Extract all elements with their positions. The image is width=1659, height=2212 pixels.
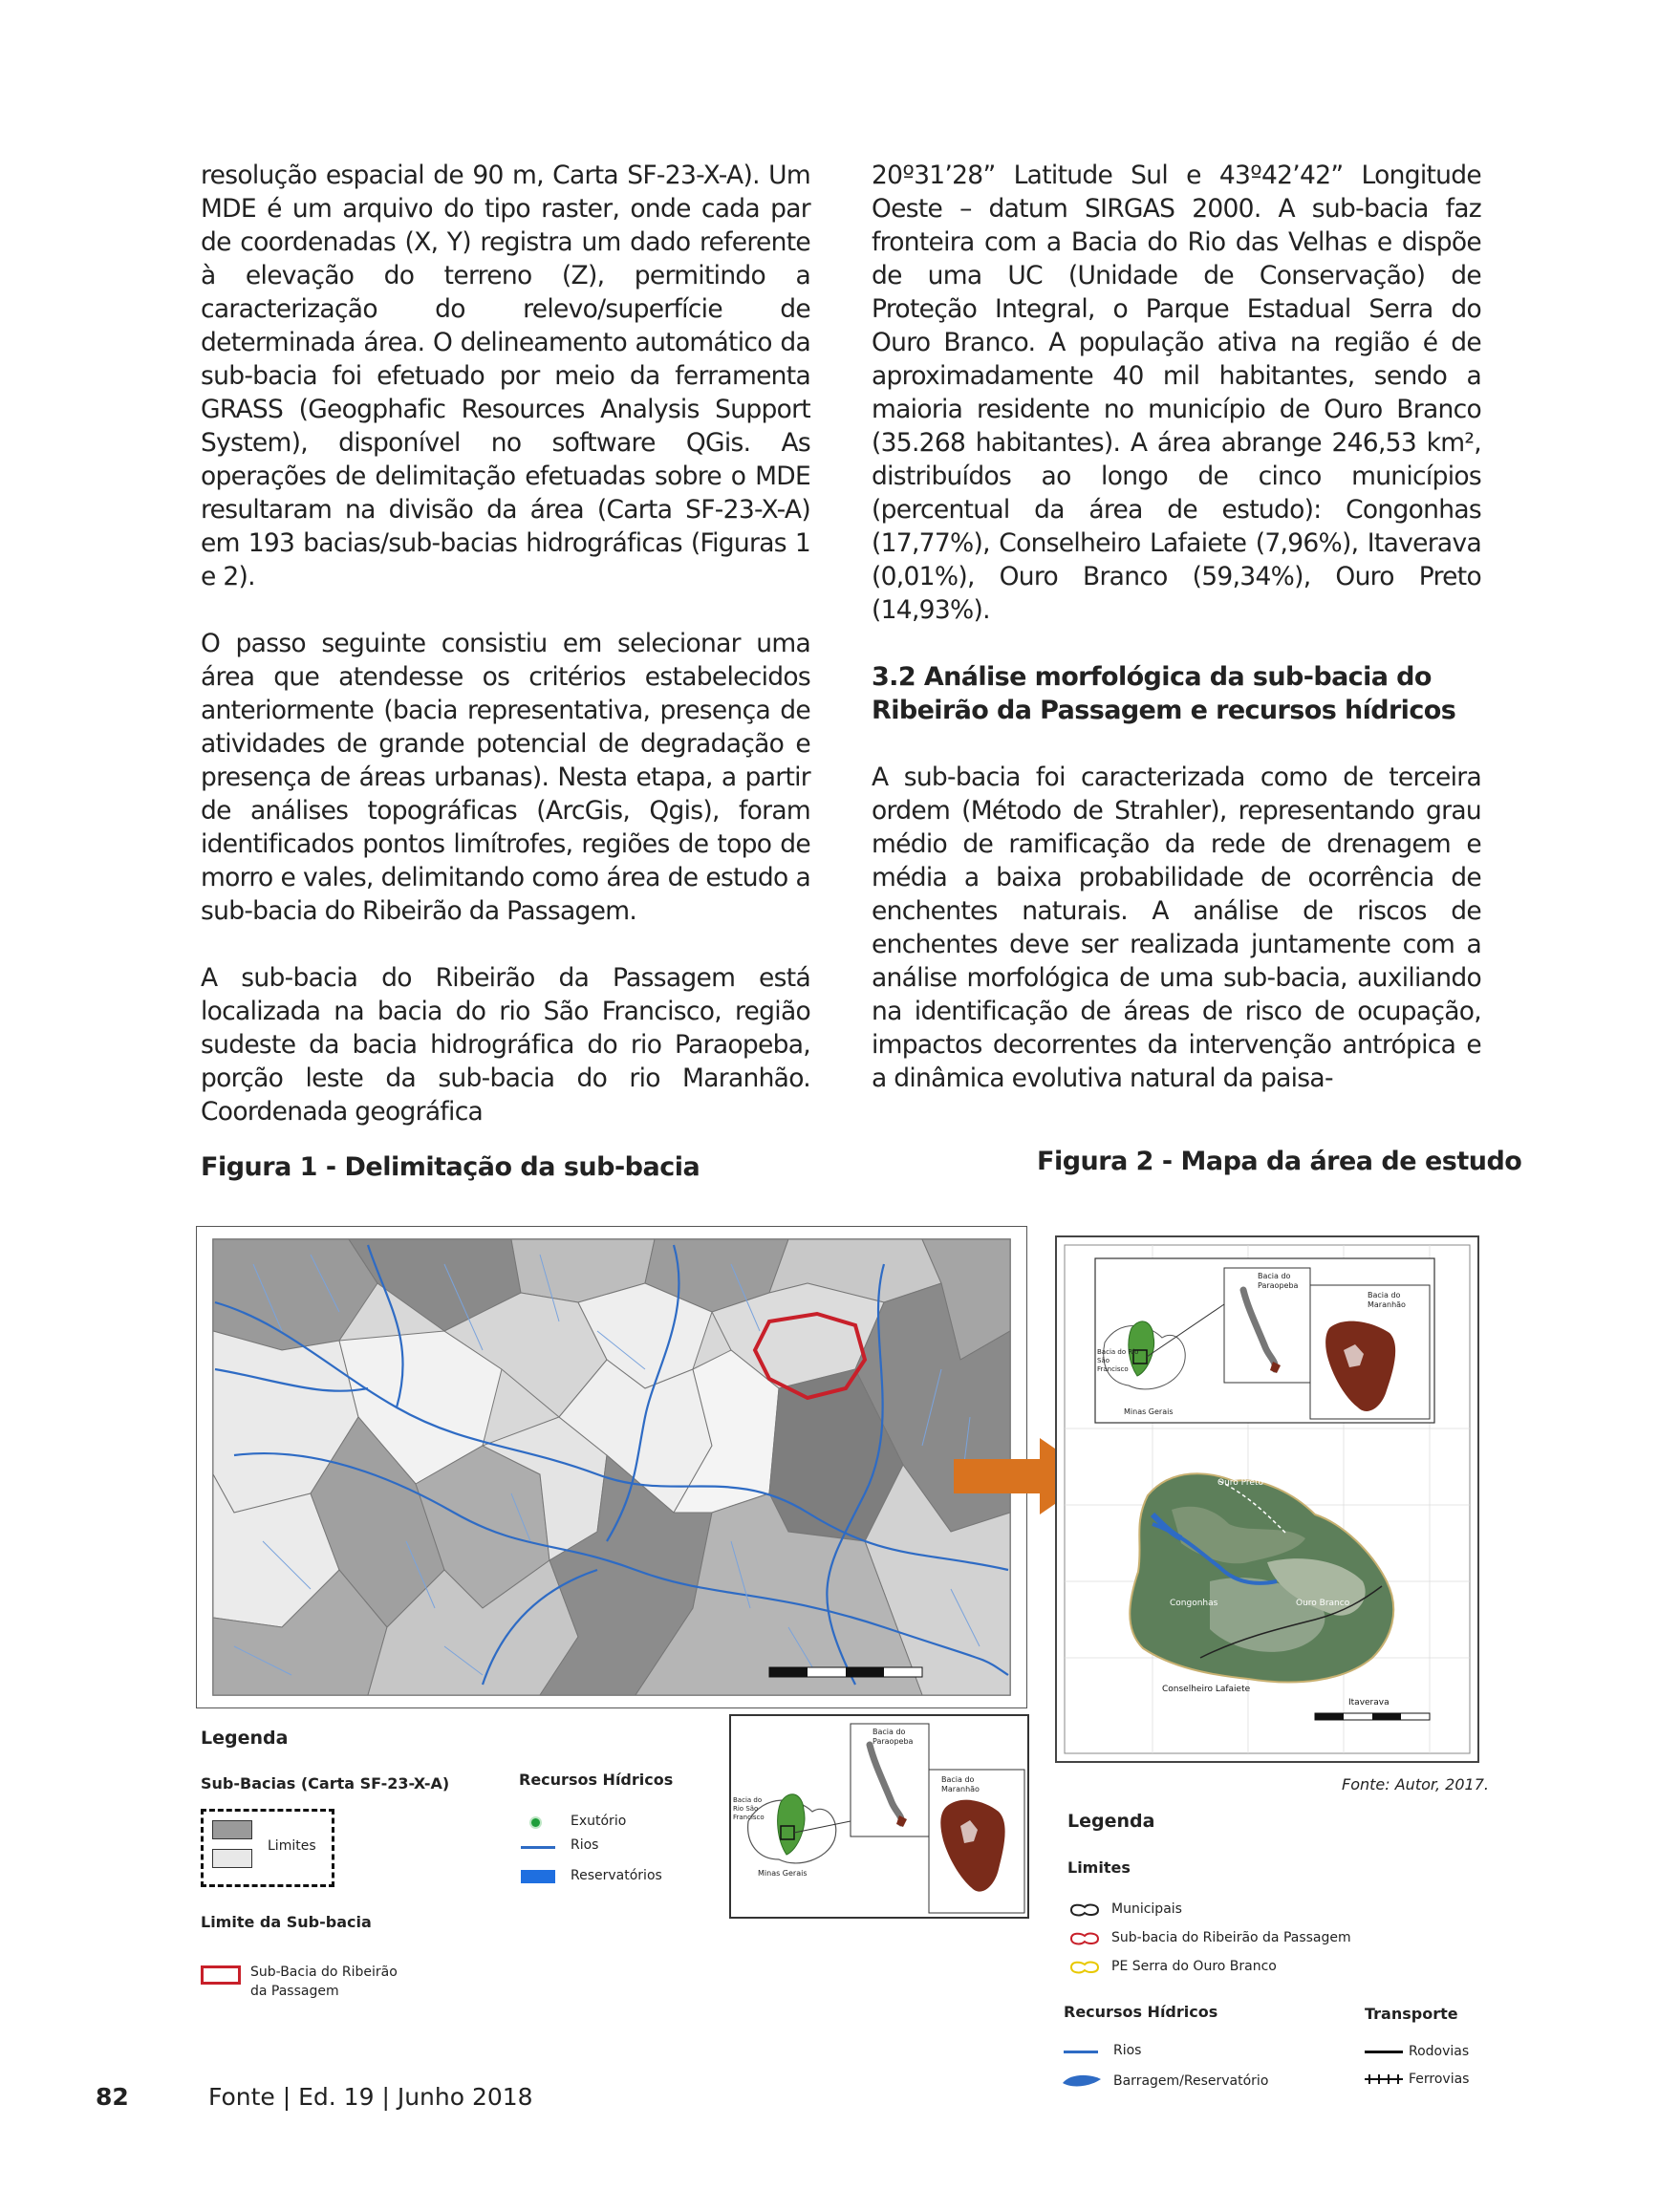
fig2-rios-label: Rios bbox=[1113, 2043, 1142, 2058]
subbacia-passagem-label: Sub-bacia do Ribeirão da Passagem bbox=[1111, 1930, 1351, 1945]
figure-2-source: Fonte: Autor, 2017. bbox=[1342, 1775, 1489, 1793]
paragraph: O passo seguinte consistiu em selecionar uma área que atendesse os critérios estabelecidos anteriormente (bacia representativa, presença de atividades de grande potencial de degradação e presença de áreas urbanas). Nesta etapa, a partir de análises topográficas (ArcGis, Qgis), foram identificados pontos limítrofes, regiões de topo de morro e vales, delimitando como área de estudo a sub-bacia do Ribeirão da Passagem. bbox=[201, 629, 810, 926]
subbacia-outline-swatch bbox=[201, 1965, 241, 1985]
figure-1-inset-map bbox=[729, 1714, 1029, 1919]
exutorio-label: Exutório bbox=[571, 1814, 627, 1829]
inset-mg-label: Minas Gerais bbox=[758, 1869, 808, 1878]
rios-label: Rios bbox=[571, 1837, 599, 1853]
fig2-inset-sf-label: Bacia do Rio São Francisco bbox=[1097, 1348, 1139, 1373]
right-column bbox=[872, 159, 1481, 1095]
fig2-recursos-title: Recursos Hídricos bbox=[1064, 2003, 1218, 2021]
place-itaverava: Itaverava bbox=[1348, 1698, 1390, 1707]
fig2-inset-paraopeba-label: Bacia do Paraopeba bbox=[1258, 1272, 1299, 1290]
figure-2-map bbox=[1055, 1235, 1479, 1763]
reservoir-icon bbox=[1061, 2072, 1103, 2089]
figure-1-map bbox=[196, 1226, 1027, 1708]
figure-1-title: Figura 1 - Delimitação da sub-bacia bbox=[201, 1152, 700, 1182]
paragraph: A sub-bacia do Ribeirão da Passagem está localizada na bacia do rio São Francisco, região sudeste da bacia hidrográfica do rio Paraopeba, porção leste da sub-bacia do rio Maranhão. Coordenada geográfica bbox=[201, 963, 810, 1127]
inset-paraopeba-label: Bacia do Paraopeba bbox=[873, 1728, 914, 1746]
reservatorios-label: Reservatórios bbox=[571, 1868, 662, 1883]
municipal-boundary-icon bbox=[1067, 1901, 1102, 1919]
limites-label: Limites bbox=[268, 1838, 316, 1854]
place-ouro-branco: Ouro Branco bbox=[1296, 1599, 1350, 1608]
figure-1-legend-heading: Legenda bbox=[201, 1728, 289, 1749]
paragraph: 20º31’28” Latitude Sul e 43º42’42” Longitude Oeste – datum SIRGAS 2000. A sub-bacia faz fronteira com a Bacia do Rio das Velhas e dispõe de uma UC (Unidade de Conservação) de Proteção Integral, o Parque Estadual Serra do Ouro Branco. A população ativa na região é de aproximadamente 40 mil habitantes, sendo a maioria residente no município de Ouro Branco (35.268 habitantes). A área abrange 246,53 km², distribuídos ao longo de cinco municípios (percentual da área de estudo): Congonhas (17,77%), Conselheiro Lafaiete (7,96%), Itaverava (0,01%), Ouro Branco (59,34%), Ouro Preto (14,93%). bbox=[872, 161, 1481, 625]
municipais-label: Municipais bbox=[1111, 1901, 1182, 1917]
section-heading: 3.2 Análise morfológica da sub-bacia do Ribeirão da Passagem e recursos hídricos bbox=[872, 662, 1456, 725]
recursos-hidricos-title: Recursos Hídricos bbox=[519, 1771, 674, 1789]
ferrovias-label: Ferrovias bbox=[1409, 2072, 1470, 2087]
inset-maranhao-label: Bacia do Maranhão bbox=[941, 1775, 980, 1793]
rios-line-icon bbox=[521, 1846, 555, 1849]
ferrovias-line-icon bbox=[1365, 2073, 1403, 2085]
exutorio-icon bbox=[531, 1818, 540, 1827]
paragraph: A sub-bacia foi caracterizada como de terceira ordem (Método de Strahler), representando grau médio de ramificação da rede de drenagem e média a baixa probabilidade de ocorrência de enchentes naturais. A análise de riscos de enchentes deve ser realizada juntamente com a análise morfológica de uma sub-bacia, auxiliando na identificação de áreas de risco de ocupação, impactos decorrentes da intervenção antrópica e a dinâmica evolutiva natural da paisa- bbox=[872, 762, 1481, 1093]
fig2-inset-mg-label: Minas Gerais bbox=[1124, 1407, 1174, 1416]
page-number: 82 bbox=[96, 2083, 129, 2111]
barragem-label: Barragem/Reservatório bbox=[1113, 2073, 1269, 2089]
rodovias-label: Rodovias bbox=[1409, 2044, 1470, 2059]
reservatorios-swatch bbox=[521, 1870, 555, 1883]
figure-2-map-graphic bbox=[1057, 1237, 1477, 1761]
pe-serra-label: PE Serra do Ouro Branco bbox=[1111, 1959, 1277, 1974]
transporte-title: Transporte bbox=[1365, 2005, 1458, 2023]
figure-2-legend-heading: Legenda bbox=[1067, 1811, 1155, 1832]
left-column bbox=[201, 159, 810, 1128]
fig2-inset-maranhao-label: Bacia do Maranhão bbox=[1368, 1291, 1406, 1309]
inset-sf-label: Bacia do Rio São Francisco bbox=[733, 1796, 765, 1821]
place-congonhas: Congonhas bbox=[1170, 1599, 1218, 1608]
subbacias-title: Sub-Bacias (Carta SF-23-X-A) bbox=[201, 1774, 450, 1793]
place-ouro-preto: Ouro Preto bbox=[1217, 1478, 1264, 1488]
limite-sub-bacia-title: Limite da Sub-bacia bbox=[201, 1913, 372, 1931]
limites-title: Limites bbox=[1067, 1858, 1131, 1877]
place-conselheiro-lafaiete: Conselheiro Lafaiete bbox=[1162, 1685, 1251, 1694]
dark-basin-swatch bbox=[212, 1820, 252, 1839]
figure-2-title: Figura 2 - Mapa da área de estudo bbox=[1037, 1147, 1522, 1176]
subbacia-label: Sub-Bacia do Ribeirão da Passagem bbox=[250, 1965, 398, 1999]
light-basin-swatch bbox=[212, 1849, 252, 1868]
paragraph: resolução espacial de 90 m, Carta SF-23-X-A). Um MDE é um arquivo do tipo raster, onde cada par de coordenadas (X, Y) registra um dado referente à elevação do terreno (Z), permitindo a caracterização do relevo/superfície de determinada área. O delineamento automático da sub-bacia foi efetuado por meio da ferramenta GRASS (Geogphafic Resources Analysis Support System), disponível no software QGis. As operações de delimitação efetuadas sobre o MDE resultaram na divisão da área (Carta SF-23-X-A) em 193 bacias/sub-bacias hidrográficas (Figuras 1 e 2). bbox=[201, 161, 810, 591]
rodovias-line-icon bbox=[1365, 2051, 1403, 2053]
subbasin-boundary-icon bbox=[1067, 1930, 1102, 1947]
park-boundary-icon bbox=[1067, 1959, 1102, 1976]
publication-info: Fonte | Ed. 19 | Junho 2018 bbox=[208, 2083, 533, 2111]
fig2-rios-line-icon bbox=[1064, 2051, 1098, 2053]
